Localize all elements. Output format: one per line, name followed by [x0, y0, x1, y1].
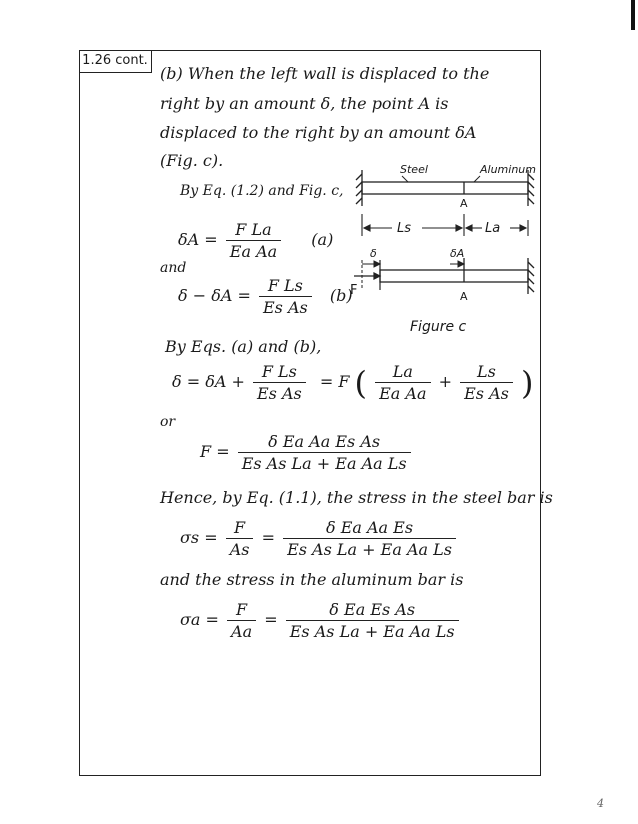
equation-sigma-s — [180, 518, 459, 559]
eq-b-lhs: δ − δA = — [178, 286, 251, 305]
intro-line-4: (Fig. c). — [160, 151, 224, 170]
top-left-wall — [356, 170, 362, 206]
eq-sigma-a-lhs: σa = — [180, 610, 219, 629]
steel-leader — [402, 176, 408, 182]
eq-sigma-a-den-2: Es As La + Ea Aa Ls — [289, 622, 455, 641]
eq-sigma-a-frac-1 — [227, 600, 256, 641]
eq-a-numerator: F La — [226, 220, 281, 241]
eq-delta-num-3: Ls — [460, 362, 513, 383]
eq-sigma-s-num-2: δ Ea Aa Es — [283, 518, 456, 539]
eq-a-denominator: Ea Aa — [229, 242, 278, 261]
eq-sigma-s-frac-2 — [283, 518, 456, 559]
eq-sigma-s-den-2: Es As La + Ea Aa Ls — [287, 540, 452, 559]
delta-arrow — [362, 261, 380, 267]
by-eq-line: By Eq. (1.2) and Fig. c, — [180, 183, 344, 199]
and-word: and — [160, 260, 187, 276]
figure-label-La: La — [485, 221, 501, 236]
eq-delta-num-1: F Ls — [253, 362, 306, 383]
by-eqs-line: By Eqs. (a) and (b), — [165, 337, 322, 356]
eq-a-fraction — [226, 220, 281, 261]
eq-delta-open-paren: ( — [354, 363, 367, 402]
eq-sigma-s-den-1: As — [229, 540, 250, 559]
eq-b-denominator: Es As — [262, 298, 308, 317]
eq-a-label: (a) — [311, 230, 334, 249]
bottom-right-wall — [528, 258, 534, 294]
intro-line-3: displaced to the right by an amount δA — [160, 123, 477, 142]
figure-label-force: F — [350, 283, 358, 298]
top-bar — [362, 182, 528, 194]
eq-delta-lhs: δ = δA + — [172, 372, 245, 391]
eq-sigma-s-num-1: F — [226, 518, 254, 539]
eq-delta-plus: + — [438, 372, 452, 391]
aluminum-leader — [474, 176, 480, 182]
eq-a-lhs: δA = — [178, 230, 218, 249]
or-word: or — [160, 414, 176, 430]
eq-b-label: (b) — [329, 286, 353, 305]
eq-delta-frac-2 — [375, 362, 430, 403]
eq-delta-den-1: Es As — [256, 384, 302, 403]
equation-a — [178, 220, 333, 261]
equation-delta — [172, 362, 533, 403]
eq-sigma-a-num-2: δ Ea Es As — [286, 600, 459, 621]
figure-label-point-top: A — [460, 197, 468, 210]
hence-line: Hence, by Eq. (1.1), the stress in the steel bar is — [160, 488, 553, 507]
figure-label-delta: δ — [370, 247, 377, 260]
eq-sigma-a-frac-2 — [286, 600, 459, 641]
page-edge-mark — [631, 0, 635, 30]
equation-b — [178, 276, 353, 317]
eq-sigma-s-lhs: σs = — [180, 528, 218, 547]
eq-delta-den-3: Es As — [464, 384, 509, 403]
page-number: 4 — [597, 797, 604, 810]
eq-delta-den-2: Ea Aa — [379, 384, 427, 403]
eq-F-numerator: δ Ea Aa Es As — [238, 432, 411, 453]
eq-F-lhs: F = — [200, 442, 230, 461]
eq-sigma-a-num-1: F — [227, 600, 256, 621]
equation-F — [200, 432, 414, 473]
intro-line-2: right by an amount δ, the point A is — [160, 94, 449, 113]
eq-delta-frac-1 — [253, 362, 306, 403]
length-dimension — [362, 214, 528, 236]
figure-label-Ls: Ls — [397, 221, 412, 236]
eq-F-denominator: Es As La + Ea Aa Ls — [241, 454, 407, 473]
figure-label-point-bottom: A — [460, 290, 468, 303]
eq-b-fraction — [259, 276, 312, 317]
equation-sigma-a — [180, 600, 462, 641]
eq-sigma-s-frac-1 — [226, 518, 254, 559]
figure-label-steel: Steel — [400, 163, 428, 176]
figure-label-deltaA: δA — [450, 247, 465, 260]
problem-tag: 1.26 cont. — [79, 50, 152, 73]
eq-delta-num-2: La — [375, 362, 430, 383]
eq-sigma-a-den-1: Aa — [231, 622, 253, 641]
eq-b-numerator: F Ls — [259, 276, 312, 297]
eq-sigma-s-eq: = — [261, 528, 275, 547]
eq-delta-close-paren: ) — [520, 363, 534, 402]
eq-F-fraction — [238, 432, 411, 473]
force-arrow — [354, 273, 380, 279]
figure-label-aluminum: Aluminum — [480, 163, 536, 176]
eq-sigma-a-eq: = — [264, 610, 278, 629]
bottom-bar — [380, 270, 528, 282]
eq-delta-mid: = F — [319, 372, 350, 391]
aluminum-line: and the stress in the aluminum bar is — [160, 570, 464, 589]
figure-caption: Figure c — [410, 319, 467, 335]
intro-line-1: (b) When the left wall is displaced to the — [160, 64, 490, 83]
deltaA-arrow — [450, 261, 464, 267]
eq-delta-frac-3 — [460, 362, 513, 403]
solution-frame — [79, 50, 541, 776]
